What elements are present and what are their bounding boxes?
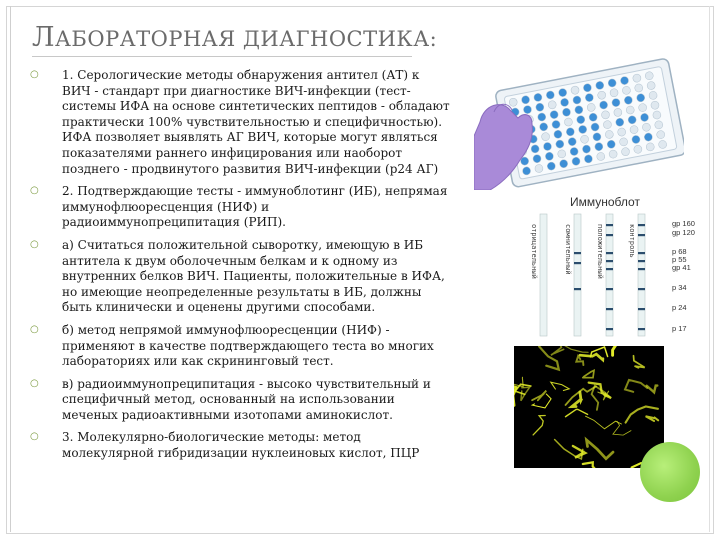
blot-band: [638, 234, 645, 236]
blot-band: [606, 260, 613, 262]
strip-label-neg: [530, 224, 538, 279]
blot-band: [606, 328, 613, 330]
blot-band: [606, 224, 613, 226]
strip-label: сомнительный: [564, 224, 572, 275]
bullet-item: [30, 68, 450, 177]
title-underline: [32, 56, 412, 57]
bullet-item: [30, 323, 450, 370]
fluorescent-fiber: [580, 354, 603, 360]
immunoblot-heading: Иммуноблот: [570, 195, 640, 209]
title-initial: Л: [32, 22, 56, 53]
fluorescent-fiber: [583, 370, 594, 377]
blot-band: [638, 252, 645, 254]
strip-label: положительный: [596, 224, 604, 279]
bullet-text: 1. Серологические методы обнаружения антител (АТ) к ВИЧ - стандарт при диагностике ВИЧ-инфекции (тест-системы ИФА на основе синтетических пептидов - обладают практически 100% чувствительностью и специфичностью). ИФА позволяет выявлять АГ ВИЧ, которые могут являться показателями раннего инфицирования или наоборот позднего - продвинутого развития ВИЧ-инфекции (р24 АГ): [62, 68, 450, 176]
fluorescent-fiber: [583, 462, 602, 468]
blot-band: [606, 252, 613, 254]
strip-label: отрицательный: [530, 224, 538, 279]
blot-band: [574, 252, 581, 254]
blot-band: [638, 288, 645, 290]
bullet-icon: ○: [30, 377, 39, 389]
bullet-text: 3. Молекулярно-биологические методы: метод молекулярной гибридизации нуклеиновых кислот, ПЦР: [62, 430, 420, 461]
immunoblot-image: [530, 192, 710, 340]
fluorescent-fiber: [514, 384, 516, 406]
fluorescent-fiber: [564, 346, 588, 352]
bullet-text: а) Считаться положительной сыворотку, имеющую в ИБ антитела к двум оболочечным белкам и к одному из внутренних белков ВИЧ. Пациенты, положительные в ИФА, но имеющие неопределенные результаты в ИБ, должны быть клинически и оценены другими способами.: [62, 237, 445, 315]
bullet-item: [30, 430, 450, 461]
fluorescent-fiber: [586, 416, 622, 429]
band-label: gp 41: [672, 263, 691, 272]
fluorescent-fiber: [587, 440, 614, 459]
fluorescent-fiber: [576, 356, 583, 365]
fluorescent-fiber: [532, 391, 546, 401]
blot-band: [606, 234, 613, 236]
band-label: p 17: [672, 324, 687, 333]
bullet-icon: ○: [30, 323, 39, 335]
bullet-text: 2. Подтверждающие тесты - иммуноблотинг (ИБ), непрямая иммунофлюоресценция (НИФ) и радиоиммунопреципитация (РИП).: [62, 184, 448, 230]
band-label: p 68: [672, 247, 687, 256]
bullet-icon: ○: [30, 185, 39, 197]
slide-title: [32, 22, 437, 53]
title-text: АБОРАТОРНАЯ ДИАГНОСТИКА:: [55, 27, 438, 51]
fluorescent-fiber: [551, 346, 564, 355]
fluorescent-fiber: [634, 356, 645, 368]
blot-band: [574, 262, 581, 264]
fluorescent-fiber: [565, 409, 588, 417]
blot-band: [638, 328, 645, 330]
bullet-text: в) радиоиммунопреципитация - высоко чувствительный и специфичный метод, основанный на использовании меченых радиоактивными изотопами аминокислот.: [62, 376, 431, 422]
fluorescent-fiber: [625, 380, 647, 392]
band-label: p 55: [672, 255, 687, 264]
bullet-item: [30, 238, 450, 316]
blot-band: [638, 260, 645, 262]
bullet-item: [30, 184, 450, 231]
blot-band: [638, 308, 645, 310]
band-label: gp 120: [672, 228, 695, 237]
bullet-list: [30, 68, 450, 469]
fluorescent-fiber: [592, 386, 606, 410]
fluorescent-fiber: [533, 416, 545, 435]
fluorescent-fiber: [539, 346, 559, 369]
left-border: [10, 6, 11, 532]
bullet-icon: ○: [30, 69, 39, 80]
bullet-icon: ○: [30, 238, 39, 250]
band-label: gp 160: [672, 219, 695, 228]
blot-band: [606, 308, 613, 310]
blot-band: [606, 288, 613, 290]
elisa-plate-image: [474, 52, 684, 190]
bullet-text: б) метод непрямой иммунофлюоресценции (НИФ) - применяют в качестве подтверждающего теста во многих лабораториях или как скрининговый тест.: [62, 322, 434, 369]
fluorescent-fiber: [646, 416, 659, 421]
blot-band: [638, 268, 645, 270]
strip-label: контроль: [628, 224, 636, 258]
bullet-item: [30, 377, 450, 424]
blot-band: [574, 288, 581, 290]
band-label: p 24: [672, 303, 687, 312]
immunofluorescence-image: [514, 346, 664, 468]
fluorescent-fiber: [647, 386, 658, 393]
fluorescent-fiber: [610, 346, 618, 355]
blot-band: [606, 268, 613, 270]
blot-band: [638, 224, 645, 226]
decorative-green-circle: [640, 442, 700, 502]
fluorescent-fiber: [613, 421, 631, 435]
band-label: p 34: [672, 283, 687, 292]
fluorescent-fiber: [551, 382, 569, 390]
bullet-icon: ○: [30, 431, 39, 443]
